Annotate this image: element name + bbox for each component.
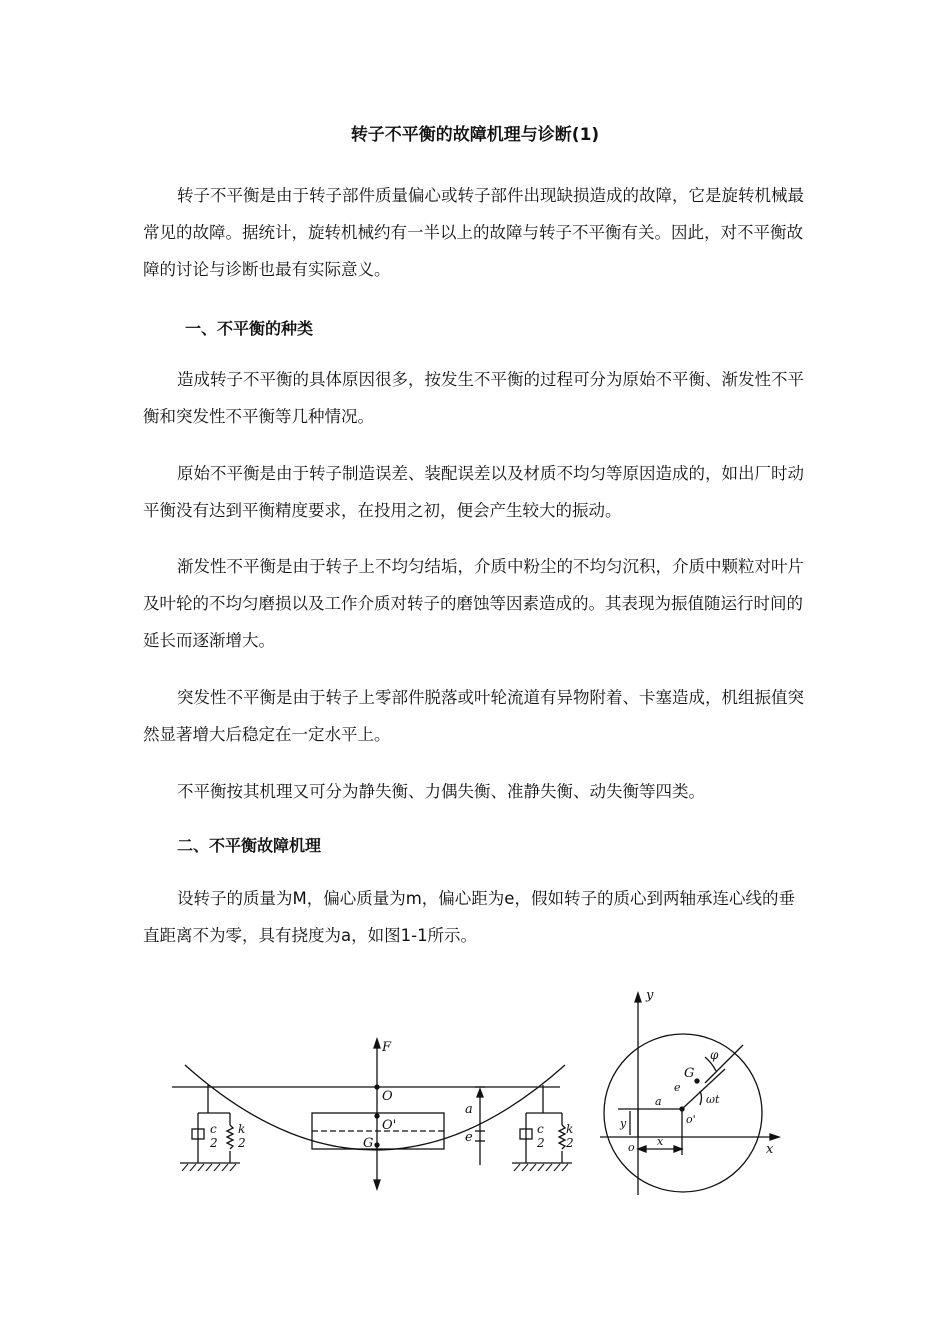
- paragraph-causes: 造成转子不平衡的具体原因很多，按发生不平衡的过程可分为原始不平衡、渐发性不平衡和突发性不平衡等几种情况。: [143, 370, 804, 426]
- label-2-right-c: 2: [537, 1136, 545, 1150]
- label-e: e: [465, 1130, 473, 1145]
- label-a: a: [465, 1102, 473, 1117]
- figure-rotor-diagram: [160, 985, 800, 1205]
- label-k-left: k: [238, 1122, 246, 1136]
- section-heading-2: 二、不平衡故障机理: [177, 836, 322, 855]
- label-c-right: c: [537, 1122, 544, 1136]
- label-o-origin: o: [628, 1141, 635, 1154]
- paragraph-unbalance-types: 不平衡按其机理又可分为静失衡、力偶失衡、准静失衡、动失衡等四类。: [177, 782, 705, 801]
- label-2-right-k: 2: [566, 1136, 574, 1150]
- label-k-right: k: [566, 1122, 574, 1136]
- paragraph-original-unbalance: 原始不平衡是由于转子制造误差、装配误差以及材质不均匀等原因造成的，如出厂时动平衡没有达到平衡精度要求，在投用之初，便会产生较大的振动。: [143, 464, 804, 520]
- label-y-axis: y: [646, 988, 654, 1003]
- label-phi: φ: [710, 1048, 719, 1062]
- label-e-right: e: [674, 1081, 681, 1094]
- section-heading-1: 一、不平衡的种类: [185, 319, 314, 338]
- label-c-left: c: [210, 1122, 217, 1136]
- label-G-right: G: [684, 1066, 695, 1081]
- paragraph-gradual-unbalance: 渐发性不平衡是由于转子上不均匀结垢，介质中粉尘的不均匀沉积，介质中颗粒对叶片及叶轮的不均匀磨损以及工作介质对转子的磨蚀等因素造成的。其表现为振值随运行时间的延长而逐渐增大。: [143, 557, 804, 650]
- label-y-small: y: [620, 1117, 627, 1130]
- label-2-left-c: 2: [210, 1136, 218, 1150]
- paragraph-mechanism: 设转子的质量为M，偏心质量为m，偏心距为e，假如转子的质心到两轴承连心线的垂直距离不为零，具有挠度为a，如图1-1所示。: [143, 889, 795, 945]
- label-F: F: [382, 1040, 392, 1055]
- label-a-right: a: [655, 1095, 662, 1108]
- label-omega-t: ωt: [706, 1093, 720, 1106]
- document-title: 转子不平衡的故障机理与诊断(1): [350, 125, 600, 145]
- label-2-left-k: 2: [238, 1136, 246, 1150]
- label-G: G: [363, 1136, 374, 1151]
- label-O: O: [382, 1089, 393, 1104]
- label-x-axis: x: [766, 1142, 774, 1157]
- paragraph-intro: 转子不平衡是由于转子部件质量偏心或转子部件出现缺损造成的故障，它是旋转机械最常见的故障。据统计，旋转机械约有一半以上的故障与转子不平衡有关。因此，对不平衡故障的讨论与诊断也最有实际意义。: [143, 186, 804, 279]
- label-x-small: x: [657, 1135, 664, 1148]
- label-O-prime: O': [382, 1118, 397, 1133]
- paragraph-sudden-unbalance: 突发性不平衡是由于转子上零部件脱落或叶轮流道有异物附着、卡塞造成，机组振值突然显著增大后稳定在一定水平上。: [143, 688, 804, 744]
- label-o-prime-right: o': [686, 1113, 696, 1126]
